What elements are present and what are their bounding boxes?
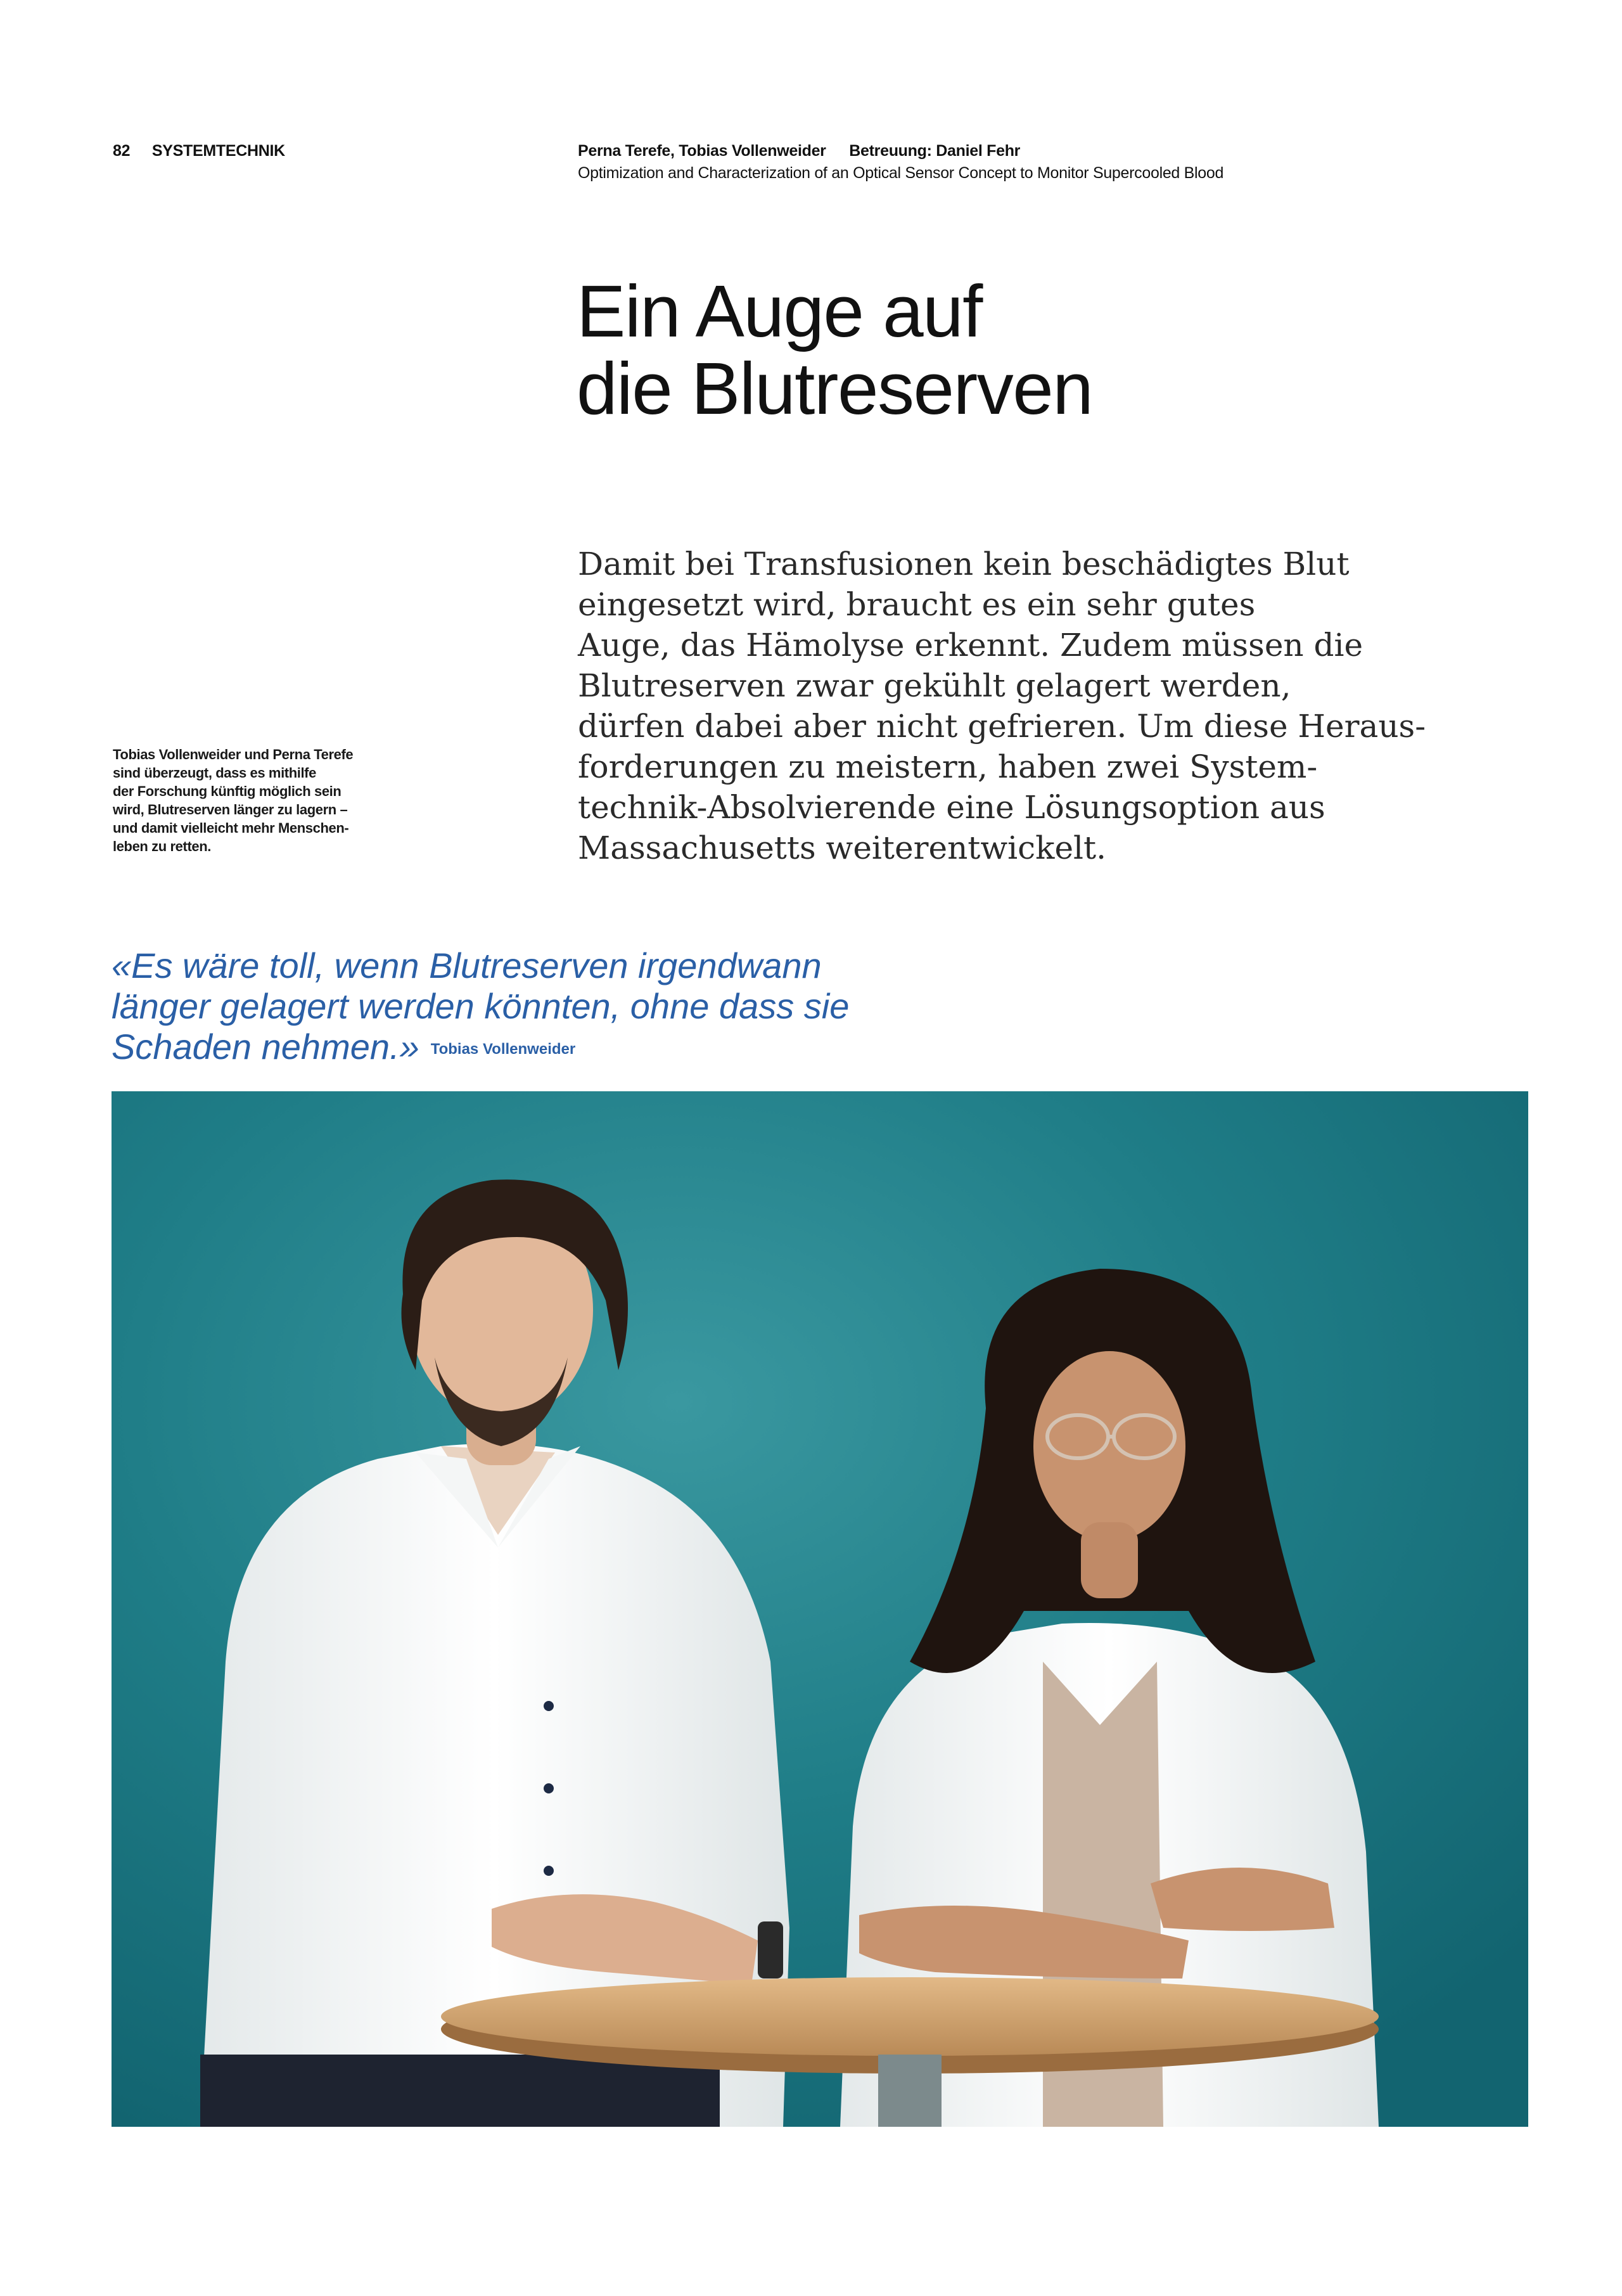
quote-line-1: «Es wäre toll, wenn Blutreserven irgendwann [112, 946, 822, 985]
lead-line: dürfen dabei aber nicht gefrieren. Um diese Heraus- [578, 708, 1426, 745]
authors: Perna Terefe, Tobias Vollenweider [578, 142, 826, 160]
quote-line-3-text: Schaden nehmen.» [112, 1027, 419, 1067]
lead-line: Auge, das Hämolyse erkennt. Zudem müssen die [578, 627, 1363, 664]
section-name: SYSTEMTECHNIK [151, 142, 285, 160]
headline-line-2: die Blutreserven [577, 347, 1093, 430]
lead-line: Damit bei Transfusionen kein beschädigtes Blut [578, 546, 1350, 582]
page-header-right [578, 142, 1376, 183]
article-headline [577, 270, 1527, 430]
photo-caption [113, 745, 417, 856]
lead-line: eingesetzt wird, braucht es ein sehr gutes [578, 586, 1256, 623]
portrait-illustration [112, 1091, 1528, 2127]
caption-line: sind überzeugt, dass es mithilfe [113, 765, 316, 781]
lead-line: Blutreserven zwar gekühlt gelagert werden, [578, 667, 1291, 704]
caption-line: der Forschung künftig möglich sein [113, 783, 342, 799]
quote-line-2: länger gelagert werden könnten, ohne dass sie [112, 986, 850, 1026]
lead-line: Massachusetts weiterentwickelt. [578, 830, 1107, 866]
authors-line [578, 142, 1376, 160]
pull-quote [112, 946, 1062, 1070]
lead-line: technik-Absolvierende eine Lösungsoption aus [578, 789, 1325, 826]
project-title: Optimization and Characterization of an Optical Sensor Concept to Monitor Supercooled Blood [578, 164, 1224, 182]
quote-line-3 [112, 1027, 1062, 1070]
caption-line: leben zu retten. [113, 838, 211, 854]
caption-line: und damit vielleicht mehr Menschen- [113, 820, 349, 836]
portrait-photo [112, 1091, 1528, 2127]
headline-line-1: Ein Auge auf [577, 270, 982, 352]
caption-line: wird, Blutreserven länger zu lagern – [113, 802, 348, 818]
lead-line: forderungen zu meistern, haben zwei System- [578, 748, 1318, 785]
caption-line: Tobias Vollenweider und Perna Terefe [113, 747, 354, 762]
page-header-left [113, 142, 285, 160]
quote-attribution: Tobias Vollenweider [430, 1041, 576, 1058]
lead-paragraph [578, 544, 1452, 868]
supervision: Betreuung: Daniel Fehr [849, 142, 1021, 160]
page-number: 82 [113, 142, 131, 160]
